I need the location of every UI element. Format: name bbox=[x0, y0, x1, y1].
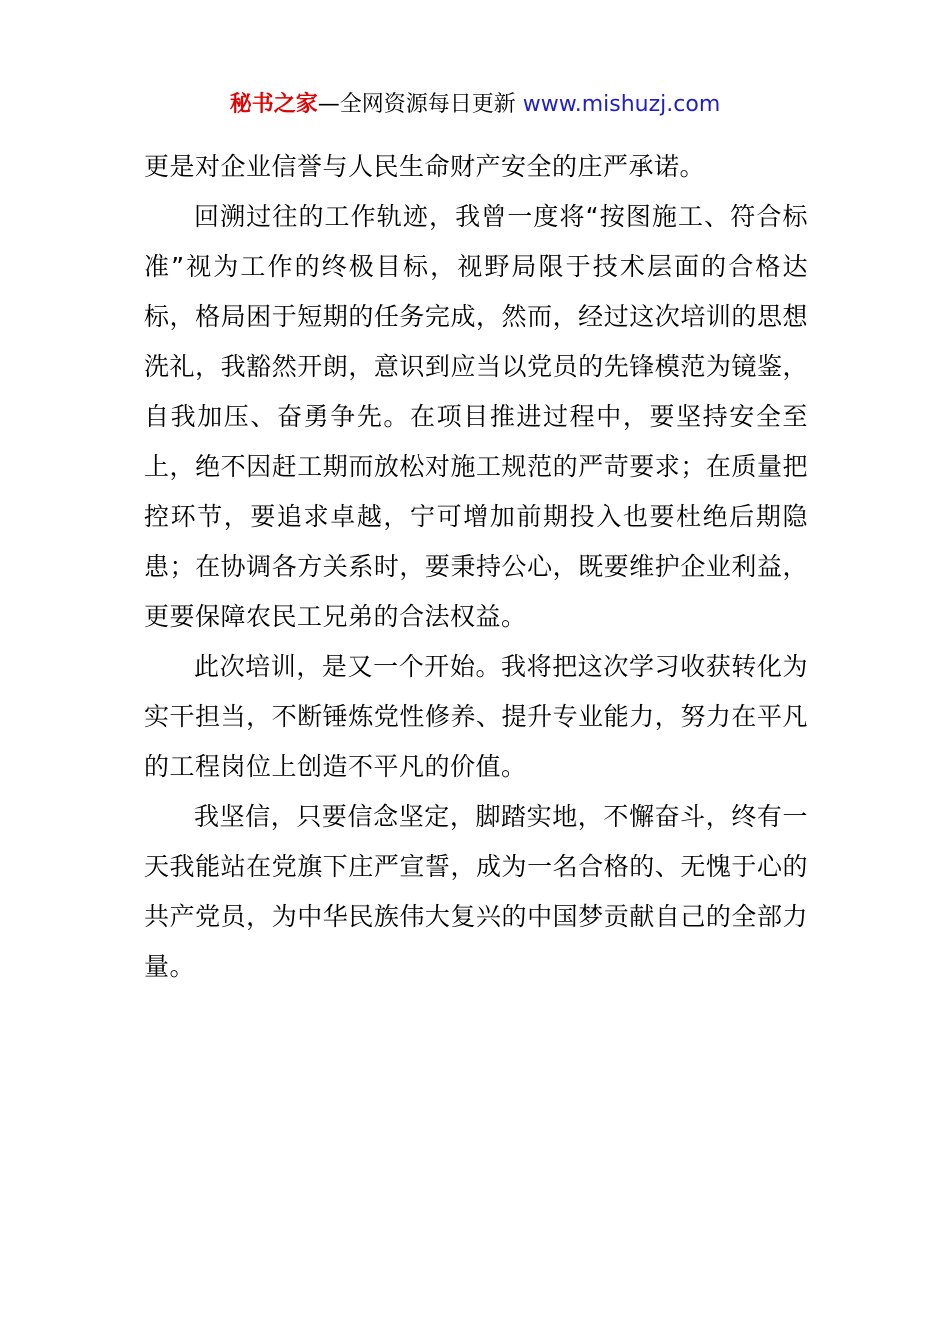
paragraph-continuation: 更是对企业信誉与人民生命财产安全的庄严承诺。 bbox=[144, 152, 706, 181]
site-url-link[interactable]: www.mishuzj.com bbox=[522, 92, 721, 117]
paragraph-conclusion: 我坚信，只要信念坚定，脚踏实地，不懈奋斗，终有一天我能站在党旗下庄严宣誓，成为一名合格的、无愧于心的共产党员，为中华民族伟大复兴的中国梦贡献自己的全部力量。 bbox=[144, 802, 808, 981]
header-tagline: —全网资源每日更新 bbox=[317, 92, 516, 117]
paragraph-commitment: 此次培训，是又一个开始。我将把这次学习收获转化为实干担当，不断锤炼党性修养、提升专业能力，努力在平凡的工程岗位上创造不平凡的价值。 bbox=[144, 652, 808, 781]
paragraph-reflection: 回溯过往的工作轨迹，我曾一度将“按图施工、符合标准”视为工作的终极目标，视野局限于技术层面的合格达标，格局困于短期的任务完成，然而，经过这次培训的思想洗礼，我豁然开朗，意识到应当以党员的先锋模范为镜鉴，自我加压、奋勇争先。在项目推进过程中，要坚持安全至上，绝不因赶工期而放松对施工规范的严苛要求；在质量把控环节，要追求卓越，宁可增加前期投入也要杜绝后期隐患；在协调各方关系时，要秉持公心，既要维护企业利益，更要保障农民工兄弟的合法权益。 bbox=[144, 202, 808, 631]
page-header bbox=[0, 88, 950, 122]
brand-name: 秘书之家 bbox=[229, 92, 318, 117]
document-body bbox=[144, 142, 808, 992]
